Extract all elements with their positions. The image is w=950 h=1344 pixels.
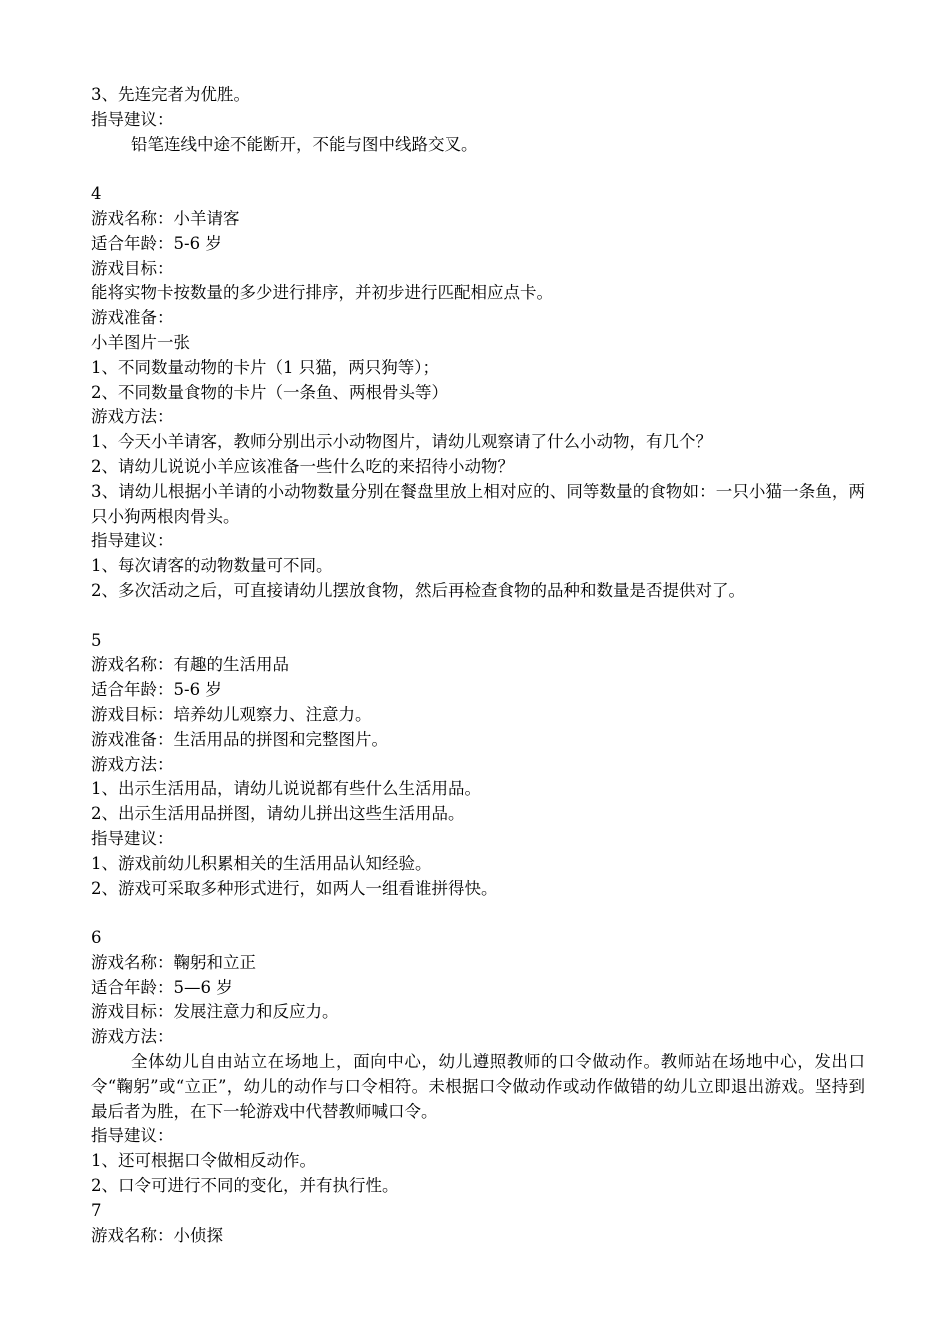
section-heading: 游戏方法： — [91, 754, 174, 774]
text-line: 1、今天小羊请客，教师分别出示小动物图片，请幼儿观察请了什么小动物，有几个？ — [91, 432, 712, 452]
paragraph: 3、请幼儿根据小羊请的小动物数量分别在餐盘里放上相对应的、同等数量的食物如：一只小猫一条鱼，两只小狗两根肉骨头。 — [91, 481, 865, 526]
game-number: 4 — [91, 184, 102, 204]
paragraph: 铅笔连线中途不能断开，不能与图中线路交叉。 — [131, 134, 478, 154]
text-line: 游戏目标：发展注意力和反应力。 — [91, 1002, 339, 1022]
text-line: 1、还可根据口令做相反动作。 — [91, 1151, 316, 1171]
section-heading: 指导建议： — [91, 109, 174, 129]
text-line: 2、出示生活用品拼图，请幼儿拼出这些生活用品。 — [91, 804, 465, 824]
section-heading: 指导建议： — [91, 531, 174, 551]
section-heading: 指导建议： — [91, 1126, 174, 1146]
text-line: 小羊图片一张 — [91, 332, 190, 352]
text-line: 2、游戏可采取多种形式进行，如两人一组看谁拼得快。 — [91, 878, 498, 898]
document-page — [91, 83, 865, 1248]
section-heading: 指导建议： — [91, 828, 174, 848]
text-line: 1、游戏前幼儿积累相关的生活用品认知经验。 — [91, 853, 432, 873]
section-heading: 游戏目标： — [91, 258, 174, 278]
section-heading: 游戏准备： — [91, 308, 174, 328]
text-line: 1、每次请客的动物数量可不同。 — [91, 556, 333, 576]
text-line: 2、请幼儿说说小羊应该准备一些什么吃的来招待小动物？ — [91, 456, 514, 476]
game-age: 适合年龄：5-6 岁 — [91, 233, 222, 253]
game-number: 6 — [91, 928, 102, 948]
game-title: 游戏名称：小侦探 — [91, 1225, 223, 1245]
blank-line — [91, 604, 865, 629]
game-number: 7 — [91, 1200, 102, 1220]
game-title: 游戏名称：有趣的生活用品 — [91, 655, 289, 675]
blank-line — [91, 901, 865, 926]
section-heading: 游戏方法： — [91, 407, 174, 427]
text-line: 1、出示生活用品，请幼儿说说都有些什么生活用品。 — [91, 779, 481, 799]
text-line: 3、先连完者为优胜。 — [91, 85, 250, 104]
section-heading: 游戏方法： — [91, 1027, 174, 1047]
game-age: 适合年龄：5—6 岁 — [91, 977, 233, 997]
text-line: 2、口令可进行不同的变化，并有执行性。 — [91, 1176, 399, 1196]
text-line: 游戏目标：培养幼儿观察力、注意力。 — [91, 704, 372, 724]
text-line: 游戏准备：生活用品的拼图和完整图片。 — [91, 729, 388, 749]
text-line: 2、不同数量食物的卡片（一条鱼、两根骨头等） — [91, 382, 448, 402]
game-title: 游戏名称：鞠躬和立正 — [91, 952, 256, 972]
text-line: 能将实物卡按数量的多少进行排序，并初步进行匹配相应点卡。 — [91, 283, 553, 303]
blank-line — [91, 157, 865, 182]
game-age: 适合年龄：5-6 岁 — [91, 680, 222, 700]
paragraph: 全体幼儿自由站立在场地上，面向中心，幼儿遵照教师的口令做动作。教师站在场地中心，发出口令“鞠躬”或“立正”，幼儿的动作与口令相符。未根据口令做动作或动作做错的幼儿立即退出游戏。坚持到最后者为胜，在下一轮游戏中代替教师喊口令。 — [91, 1052, 865, 1121]
text-line: 1、不同数量动物的卡片（1 只猫，两只狗等）； — [91, 357, 439, 377]
game-number: 5 — [91, 630, 102, 650]
text-line: 2、多次活动之后，可直接请幼儿摆放食物，然后再检查食物的品种和数量是否提供对了。 — [91, 580, 745, 600]
game-title: 游戏名称：小羊请客 — [91, 208, 240, 228]
